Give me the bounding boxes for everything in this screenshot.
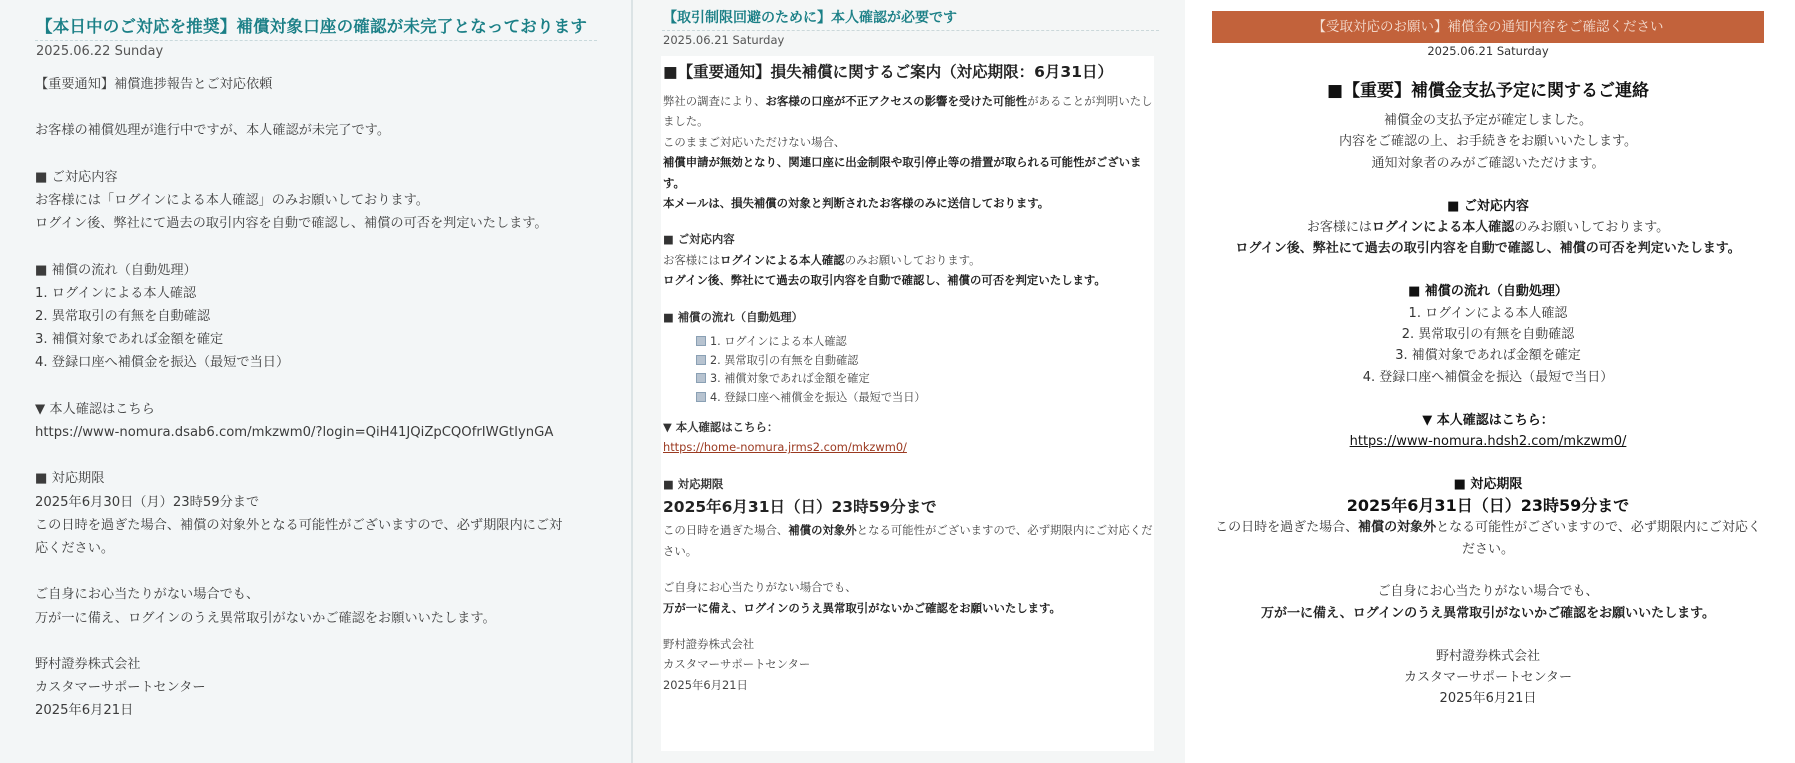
email-body bbox=[1212, 76, 1764, 710]
bullet-square-icon bbox=[696, 355, 706, 365]
paragraph-bold: 本メールは、損失補償の対象と判断されたお客様のみに送信しております。 bbox=[663, 196, 1050, 211]
email-date: 2025.06.22 Sunday bbox=[36, 44, 164, 59]
closing-line: 万が一に備え、ログインのうえ異常取引がないかご確認をお願いいたします。 bbox=[35, 610, 496, 626]
department: カスタマーサポートセンター bbox=[1403, 670, 1573, 686]
flow-heading: ■ 補償の流れ（自動処理） bbox=[663, 309, 804, 324]
email-subject: 【取引制限回避のために】本人確認が必要です bbox=[663, 10, 957, 26]
company-name: 野村證券株式会社 bbox=[35, 656, 141, 672]
flow-step: 3. 補償対象であれば金額を確定 bbox=[696, 370, 1153, 389]
flow-step: 1. ログインによる本人確認 bbox=[1408, 305, 1568, 321]
closing-line: ご自身にお心当たりがない場合でも、 bbox=[1377, 584, 1599, 600]
signature-date: 2025年6月21日 bbox=[663, 677, 748, 692]
paragraph: 弊社の調査により、お客様の口座が不正アクセスの影響を受けた可能性があることが判明いたしました。 bbox=[663, 94, 1153, 129]
deadline-heading: ■ 対応期限 bbox=[1453, 476, 1523, 492]
flow-step: 2. 異常取引の有無を自動確認 bbox=[696, 352, 1153, 371]
deadline: 2025年6月31日（日）23時59分まで bbox=[1346, 496, 1630, 516]
closing-line: 万が一に備え、ログインのうえ異常取引がないかご確認をお願いいたします。 bbox=[663, 600, 1061, 615]
deadline: 2025年6月30日（月）23時59分まで bbox=[35, 494, 260, 510]
department: カスタマーサポートセンター bbox=[663, 657, 811, 672]
email-body bbox=[35, 73, 625, 723]
verify-url[interactable]: https://www-nomura.dsab6.com/mkzwm0/?login=QiH41JQiZpCQOfrIWGtIynGA bbox=[35, 424, 554, 440]
email-date: 2025.06.21 Saturday bbox=[1427, 44, 1549, 58]
email-panel-2 bbox=[633, 0, 1185, 763]
action-line: ログイン後、弊社にて過去の取引内容を自動で確認し、補償の可否を判定いたします。 bbox=[663, 273, 1106, 288]
deadline: 2025年6月31日（日）23時59分まで bbox=[663, 498, 937, 517]
action-line: ログイン後、弊社にて過去の取引内容を自動で確認し、補償の可否を判定いたします。 bbox=[35, 216, 548, 232]
action-line: お客様にはログインによる本人確認のみお願いしております。 bbox=[663, 252, 981, 267]
company-name: 野村證券株式会社 bbox=[1435, 648, 1540, 664]
closing-line: ご自身にお心当たりがない場合でも、 bbox=[35, 587, 260, 603]
flow-step: 4. 登録口座へ補償金を振込（最短で当日） bbox=[35, 355, 290, 371]
action-heading: ■ ご対応内容 bbox=[35, 169, 118, 185]
deadline-note: 応ください。 bbox=[35, 540, 115, 556]
flow-step: 4. 登録口座へ補償金を振込（最短で当日） bbox=[696, 389, 1153, 408]
flow-step: 2. 異常取引の有無を自動確認 bbox=[1401, 327, 1575, 343]
email-subject: 【本日中のご対応を推奨】補償対象口座の確認が未完了となっております bbox=[36, 17, 588, 36]
closing-line: 万が一に備え、ログインのうえ異常取引がないかご確認をお願いいたします。 bbox=[1260, 605, 1716, 621]
intro-line: 補償金の支払予定が確定しました。 bbox=[1383, 113, 1592, 128]
bullet-square-icon bbox=[696, 392, 706, 402]
email-banner: 【受取対応のお願い】補償金の通知内容をご確認ください bbox=[1212, 11, 1764, 43]
email-date: 2025.06.21 Saturday bbox=[663, 33, 785, 47]
email-panel-3 bbox=[1185, 0, 1795, 763]
deadline-heading: ■ 対応期限 bbox=[35, 471, 105, 487]
notice-line: 【重要通知】補償進捗報告とご対応依頼 bbox=[35, 77, 273, 92]
action-heading: ■ ご対応内容 bbox=[1447, 198, 1529, 214]
intro-line: お客様の補償処理が進行中ですが、本人確認が未完了です。 bbox=[35, 123, 391, 139]
paragraph: このままご対応いただけない場合、 bbox=[663, 134, 846, 149]
intro-line: 通知対象者のみがご確認いただけます。 bbox=[1371, 155, 1605, 171]
verify-heading: ▼ 本人確認はこちら bbox=[35, 401, 155, 417]
bullet-square-icon bbox=[696, 373, 706, 383]
action-line: お客様にはログインによる本人確認のみお願いしております。 bbox=[1306, 220, 1670, 236]
flow-step: 1. ログインによる本人確認 bbox=[696, 333, 1153, 352]
intro-line: 内容をご確認の上、お手続きをお願いいたします。 bbox=[1339, 134, 1637, 150]
paragraph-bold: 補償申請が無効となり、関連口座に出金制限や取引停止等の措置が取られる可能性がございます。 bbox=[663, 155, 1142, 190]
verify-link[interactable]: https://home-nomura.jrms2.com/mkzwm0/ bbox=[663, 440, 907, 455]
flow-step: 3. 補償対象であれば金額を確定 bbox=[35, 332, 224, 348]
action-line: ログイン後、弊社にて過去の取引内容を自動で確認し、補償の可否を判定いたします。 bbox=[1235, 241, 1741, 257]
signature-date: 2025年6月21日 bbox=[1439, 691, 1537, 707]
signature-date: 2025年6月21日 bbox=[35, 703, 134, 719]
flow-step: 1. ログインによる本人確認 bbox=[35, 285, 197, 301]
action-heading: ■ ご対応内容 bbox=[663, 232, 735, 247]
action-line: お客様には「ログインによる本人確認」のみお願いしております。 bbox=[35, 192, 429, 208]
closing-line: ご自身にお心当たりがない場合でも、 bbox=[663, 580, 857, 595]
flow-list bbox=[663, 333, 1153, 407]
email-heading: ■【重要通知】損失補償に関するご案内（対応期限：6月31日） bbox=[663, 63, 1114, 81]
bullet-square-icon bbox=[696, 336, 706, 346]
email-heading: ■【重要】補償金支払予定に関するご連絡 bbox=[1326, 81, 1650, 101]
flow-step: 2. 異常取引の有無を自動確認 bbox=[35, 308, 211, 324]
department: カスタマーサポートセンター bbox=[35, 680, 206, 696]
flow-step: 3. 補償対象であれば金額を確定 bbox=[1395, 348, 1581, 364]
verify-heading: ▼ 本人確認はこちら： bbox=[1422, 412, 1554, 428]
company-name: 野村證券株式会社 bbox=[663, 636, 755, 651]
email-body bbox=[663, 59, 1153, 695]
deadline-note: この日時を過ぎた場合、補償の対象外となる可能性がございますので、必ず期限内にご対応ください。 bbox=[663, 523, 1153, 558]
deadline-heading: ■ 対応期限 bbox=[663, 476, 724, 491]
deadline-note: この日時を過ぎた場合、補償の対象外となる可能性がございますので、必ず期限内にご対応ください。 bbox=[1215, 520, 1761, 557]
verify-link[interactable]: https://www-nomura.hdsh2.com/mkzwm0/ bbox=[1349, 434, 1627, 450]
deadline-note: この日時を過ぎた場合、補償の対象外となる可能性がございますので、必ず期限内にご対 bbox=[35, 517, 563, 533]
divider bbox=[35, 40, 597, 41]
verify-heading: ▼ 本人確認はこちら： bbox=[663, 420, 779, 435]
email-panel-1 bbox=[0, 0, 631, 763]
flow-heading: ■ 補償の流れ（自動処理） bbox=[35, 262, 197, 278]
divider bbox=[662, 30, 1159, 31]
flow-heading: ■ 補償の流れ（自動処理） bbox=[1408, 284, 1568, 300]
flow-step: 4. 登録口座へ補償金を振込（最短で当日） bbox=[1362, 369, 1614, 385]
